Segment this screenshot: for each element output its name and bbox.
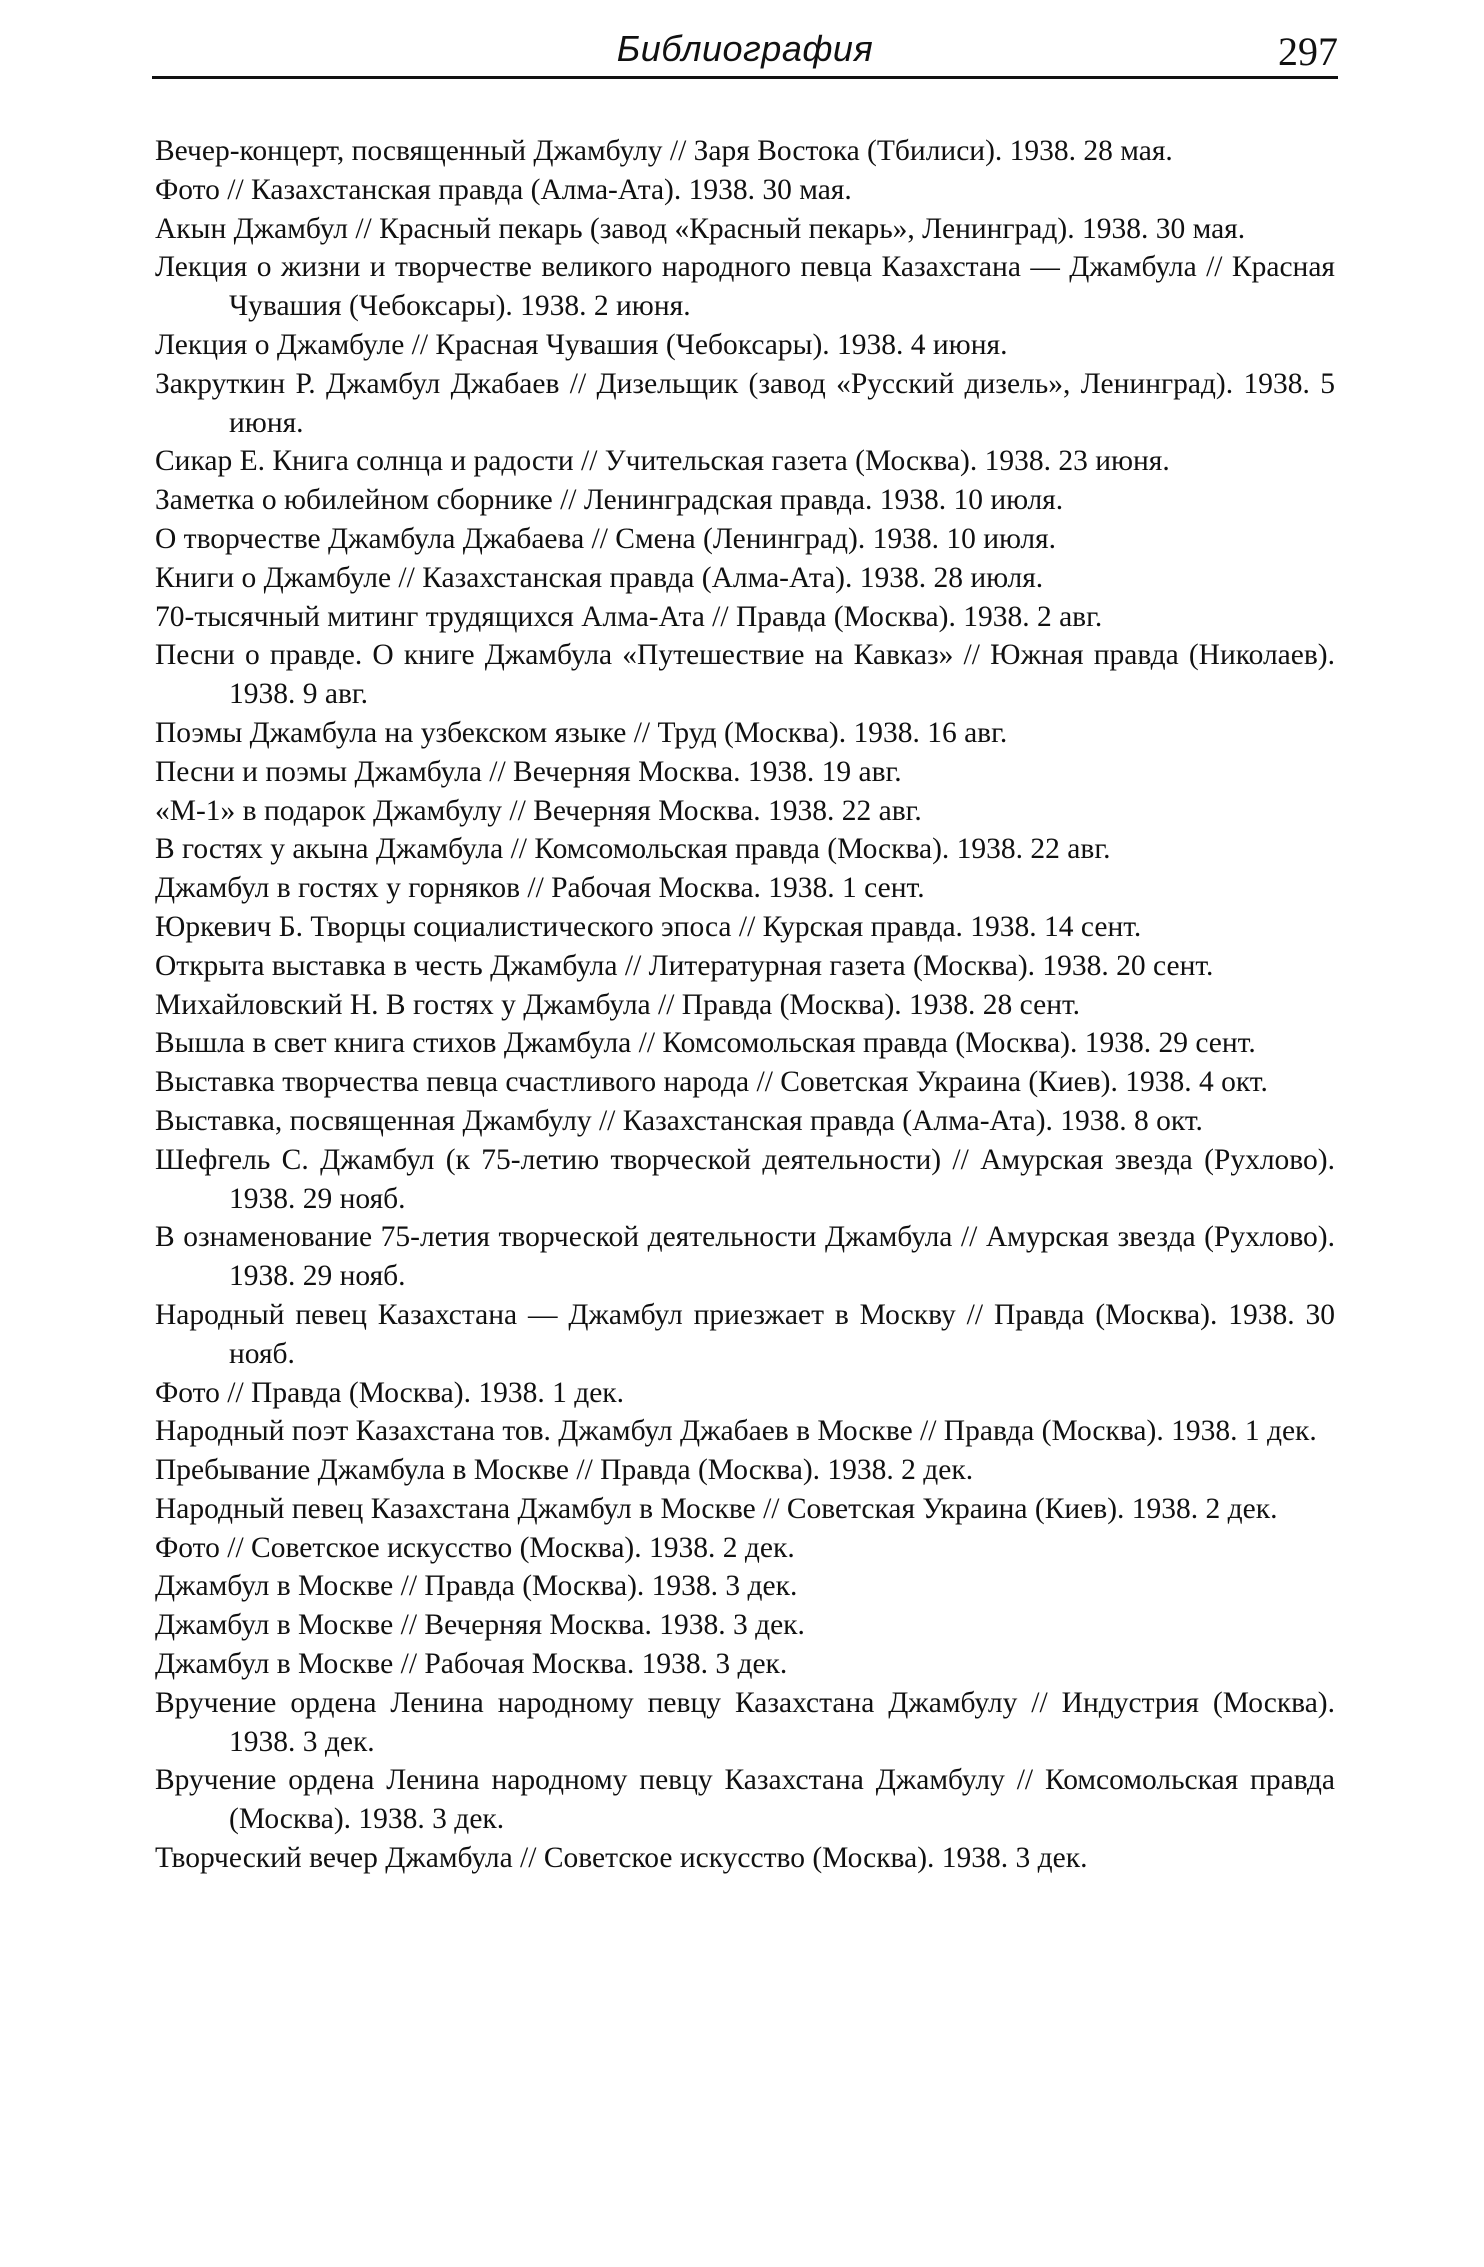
bibliography-entry: Вечер-концерт, посвященный Джамбулу // Заря Востока (Тбилиси). 1938. 28 мая. bbox=[155, 135, 1173, 167]
bibliography-entry: Акын Джамбул // Красный пекарь (завод «Красный пекарь», Ленинград). 1938. 30 мая. bbox=[155, 212, 1246, 245]
bibliography-entry: Джамбул в Москве // Правда (Москва). 1938. 3 дек. bbox=[155, 1570, 798, 1603]
bibliography-entry: Вручение ордена Ленина народному певцу Казахстана Джамбулу // Индустрия (Москва). 1938. 3 дек. bbox=[155, 1686, 1335, 1758]
bibliography-entry: Юркевич Б. Творцы социалистического эпоса // Курская правда. 1938. 14 сент. bbox=[155, 910, 1142, 943]
bibliography-entry: Выставка, посвященная Джамбулу // Казахстанская правда (Алма-Ата). 1938. 8 окт. bbox=[155, 1104, 1203, 1137]
bibliography-entry: Лекция о жизни и творчестве великого народного певца Казахстана — Джамбула // Красная Чувашия (Чебоксары). 1938. 2 июня. bbox=[155, 251, 1335, 323]
running-title: Библиография bbox=[616, 28, 874, 69]
bibliography-entry: Лекция о Джамбуле // Красная Чувашия (Чебоксары). 1938. 4 июня. bbox=[155, 328, 1008, 361]
bibliography-entry: Заметка о юбилейном сборнике // Ленинградская правда. 1938. 10 июля. bbox=[155, 484, 1064, 517]
bibliography-entry: Вышла в свет книга стихов Джамбула // Комсомольская правда (Москва). 1938. 29 сент. bbox=[155, 1027, 1256, 1060]
bibliography-entry: «М-1» в подарок Джамбулу // Вечерняя Москва. 1938. 22 авг. bbox=[155, 794, 922, 827]
bibliography-entry: Песни и поэмы Джамбула // Вечерняя Москва. 1938. 19 авг. bbox=[155, 755, 902, 788]
bibliography-entry: Народный певец Казахстана Джамбул в Москве // Советская Украина (Киев). 1938. 2 дек. bbox=[155, 1492, 1278, 1525]
header-rule bbox=[152, 76, 1338, 79]
bibliography-entry: Выставка творчества певца счастливого народа // Советская Украина (Киев). 1938. 4 окт. bbox=[155, 1066, 1268, 1099]
bibliography-entry: Михайловский Н. В гостях у Джамбула // Правда (Москва). 1938. 28 сент. bbox=[155, 988, 1081, 1021]
bibliography-entry: Песни о правде. О книге Джамбула «Путешествие на Кавказ» // Южная правда (Николаев). 1938. 9 авг. bbox=[155, 639, 1335, 711]
bibliography-entry: Шефгель С. Джамбул (к 75-летию творческой деятельности) // Амурская звезда (Рухлово). 1938. 29 нояб. bbox=[155, 1143, 1335, 1215]
bibliography-entry: Сикар Е. Книга солнца и радости // Учительская газета (Москва). 1938. 23 июня. bbox=[155, 445, 1170, 478]
bibliography-entry: О творчестве Джамбула Джабаева // Смена (Ленинград). 1938. 10 июля. bbox=[155, 522, 1056, 555]
bibliography-entry: Народный певец Казахстана — Джамбул приезжает в Москву // Правда (Москва). 1938. 30 нояб. bbox=[155, 1298, 1335, 1370]
page-number: 297 bbox=[1278, 29, 1338, 74]
bibliography-entry: 70-тысячный митинг трудящихся Алма-Ата // Правда (Москва). 1938. 2 авг. bbox=[155, 600, 1103, 633]
bibliography-list bbox=[155, 132, 1335, 1878]
bibliography-entry: В ознаменование 75-летия творческой деятельности Джамбула // Амурская звезда (Рухлово). 1938. 29 нояб. bbox=[155, 1221, 1335, 1293]
bibliography-entry: Фото // Казахстанская правда (Алма-Ата). 1938. 30 мая. bbox=[155, 173, 852, 206]
bibliography-entry: Открыта выставка в честь Джамбула // Литературная газета (Москва). 1938. 20 сент. bbox=[155, 949, 1214, 982]
bibliography-entry: Фото // Правда (Москва). 1938. 1 дек. bbox=[155, 1376, 625, 1409]
bibliography-entry: Вручение ордена Ленина народному певцу Казахстана Джамбулу // Комсомольская правда (Москва). 1938. 3 дек. bbox=[155, 1764, 1335, 1836]
bibliography-entry: В гостях у акына Джамбула // Комсомольская правда (Москва). 1938. 22 авг. bbox=[155, 833, 1111, 866]
bibliography-entry: Джамбул в Москве // Вечерняя Москва. 1938. 3 дек. bbox=[155, 1609, 805, 1642]
bibliography-entry: Джамбул в Москве // Рабочая Москва. 1938. 3 дек. bbox=[155, 1648, 788, 1681]
bibliography-entry: Закруткин Р. Джамбул Джабаев // Дизельщик (завод «Русский дизель», Ленинград). 1938. 5 июня. bbox=[155, 367, 1335, 439]
bibliography-entry: Пребывание Джамбула в Москве // Правда (Москва). 1938. 2 дек. bbox=[155, 1454, 974, 1487]
bibliography-entry: Народный поэт Казахстана тов. Джамбул Джабаев в Москве // Правда (Москва). 1938. 1 дек. bbox=[155, 1415, 1317, 1448]
bibliography-entry: Фото // Советское искусство (Москва). 1938. 2 дек. bbox=[155, 1531, 795, 1564]
bibliography-entry: Книги о Джамбуле // Казахстанская правда (Алма-Ата). 1938. 28 июля. bbox=[155, 561, 1044, 594]
running-header bbox=[152, 22, 1338, 72]
bibliography-entry: Творческий вечер Джамбула // Советское искусство (Москва). 1938. 3 дек. bbox=[155, 1842, 1088, 1875]
bibliography-entry: Поэмы Джамбула на узбекском языке // Труд (Москва). 1938. 16 авг. bbox=[155, 716, 1008, 749]
bibliography-entry: Джамбул в гостях у горняков // Рабочая Москва. 1938. 1 сент. bbox=[155, 872, 925, 905]
